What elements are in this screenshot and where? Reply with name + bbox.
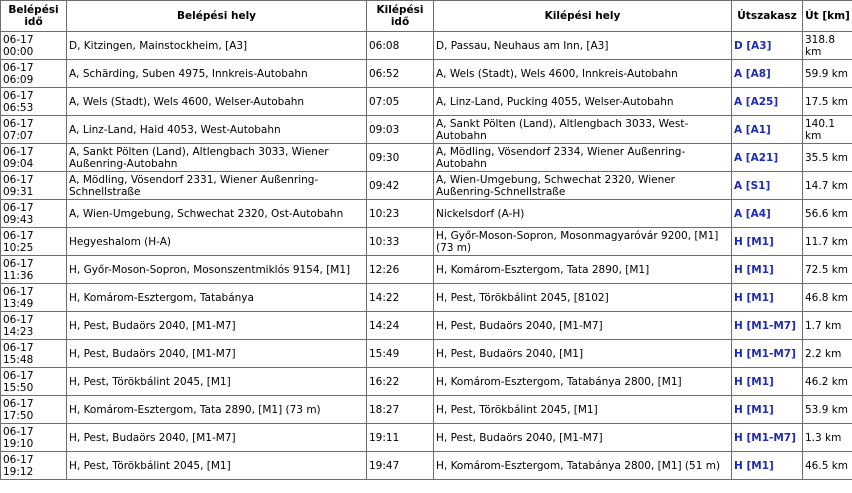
segment-cell: A [A4] — [732, 200, 803, 228]
header-entry-time: Belépési idő — [1, 1, 67, 32]
exit-time-cell: 15:49 — [367, 340, 434, 368]
distance-cell: 46.8 km — [803, 284, 852, 312]
exit-place-cell: H, Pest, Törökbálint 2045, [M1] — [434, 396, 732, 424]
exit-place-cell: H, Komárom-Esztergom, Tata 2890, [M1] — [434, 256, 732, 284]
table-row — [1, 284, 852, 312]
segment-cell: H [M1] — [732, 452, 803, 480]
table-row — [1, 368, 852, 396]
header-distance: Út [km] — [803, 1, 852, 32]
entry-place-cell: H, Pest, Budaörs 2040, [M1-M7] — [67, 312, 367, 340]
distance-cell: 17.5 km — [803, 88, 852, 116]
exit-time-cell: 14:22 — [367, 284, 434, 312]
exit-place-cell: H, Pest, Budaörs 2040, [M1] — [434, 340, 732, 368]
entry-place-cell: H, Pest, Budaörs 2040, [M1-M7] — [67, 340, 367, 368]
entry-time-cell: 06-17 06:09 — [1, 60, 67, 88]
entry-place-cell: H, Pest, Törökbálint 2045, [M1] — [67, 368, 367, 396]
exit-time-cell: 09:42 — [367, 172, 434, 200]
entry-time-cell: 06-17 19:12 — [1, 452, 67, 480]
distance-cell: 318.8 km — [803, 32, 852, 60]
segment-cell: H [M1] — [732, 256, 803, 284]
exit-place-cell: A, Wien-Umgebung, Schwechat 2320, Wiener Außenring-Schnellstraße — [434, 172, 732, 200]
exit-place-cell: H, Pest, Törökbálint 2045, [8102] — [434, 284, 732, 312]
entry-time-cell: 06-17 17:50 — [1, 396, 67, 424]
exit-place-cell: H, Pest, Budaörs 2040, [M1-M7] — [434, 312, 732, 340]
distance-cell: 1.3 km — [803, 424, 852, 452]
distance-cell: 35.5 km — [803, 144, 852, 172]
exit-time-cell: 06:08 — [367, 32, 434, 60]
entry-time-cell: 06-17 19:10 — [1, 424, 67, 452]
distance-cell: 46.2 km — [803, 368, 852, 396]
table-row — [1, 88, 852, 116]
segment-cell: H [M1-M7] — [732, 312, 803, 340]
distance-cell: 1.7 km — [803, 312, 852, 340]
segment-cell: H [M1] — [732, 396, 803, 424]
exit-time-cell: 06:52 — [367, 60, 434, 88]
entry-place-cell: H, Győr-Moson-Sopron, Mosonszentmiklós 9154, [M1] — [67, 256, 367, 284]
exit-place-cell: A, Wels (Stadt), Wels 4600, Innkreis-Autobahn — [434, 60, 732, 88]
exit-time-cell: 16:22 — [367, 368, 434, 396]
table-row — [1, 32, 852, 60]
distance-cell: 2.2 km — [803, 340, 852, 368]
segment-cell: H [M1] — [732, 228, 803, 256]
entry-time-cell: 06-17 09:31 — [1, 172, 67, 200]
table-row — [1, 340, 852, 368]
distance-cell: 14.7 km — [803, 172, 852, 200]
entry-time-cell: 06-17 09:04 — [1, 144, 67, 172]
exit-place-cell: A, Linz-Land, Pucking 4055, Welser-Autobahn — [434, 88, 732, 116]
table-row — [1, 172, 852, 200]
entry-place-cell: A, Wels (Stadt), Wels 4600, Welser-Autobahn — [67, 88, 367, 116]
exit-place-cell: A, Sankt Pölten (Land), Altlengbach 3033, West-Autobahn — [434, 116, 732, 144]
exit-place-cell: H, Komárom-Esztergom, Tatabánya 2800, [M1] (51 m) — [434, 452, 732, 480]
segment-cell: A [S1] — [732, 172, 803, 200]
entry-place-cell: H, Komárom-Esztergom, Tata 2890, [M1] (73 m) — [67, 396, 367, 424]
exit-time-cell: 09:03 — [367, 116, 434, 144]
table-header-row — [1, 1, 852, 32]
exit-time-cell: 12:26 — [367, 256, 434, 284]
entry-place-cell: A, Sankt Pölten (Land), Altlengbach 3033, Wiener Außenring-Autobahn — [67, 144, 367, 172]
table-row — [1, 424, 852, 452]
segment-cell: H [M1] — [732, 368, 803, 396]
segment-cell: H [M1-M7] — [732, 424, 803, 452]
entry-place-cell: A, Mödling, Vösendorf 2331, Wiener Außenring-Schnellstraße — [67, 172, 367, 200]
distance-cell: 11.7 km — [803, 228, 852, 256]
exit-time-cell: 14:24 — [367, 312, 434, 340]
distance-cell: 53.9 km — [803, 396, 852, 424]
header-exit-time: Kilépési idő — [367, 1, 434, 32]
entry-place-cell: A, Schärding, Suben 4975, Innkreis-Autobahn — [67, 60, 367, 88]
exit-time-cell: 18:27 — [367, 396, 434, 424]
table-row — [1, 228, 852, 256]
exit-time-cell: 10:33 — [367, 228, 434, 256]
table-row — [1, 396, 852, 424]
exit-time-cell: 10:23 — [367, 200, 434, 228]
distance-cell: 59.9 km — [803, 60, 852, 88]
entry-place-cell: A, Linz-Land, Haid 4053, West-Autobahn — [67, 116, 367, 144]
table-row — [1, 116, 852, 144]
exit-place-cell: Nickelsdorf (A-H) — [434, 200, 732, 228]
entry-place-cell: H, Pest, Budaörs 2040, [M1-M7] — [67, 424, 367, 452]
segment-cell: A [A8] — [732, 60, 803, 88]
entry-time-cell: 06-17 00:00 — [1, 32, 67, 60]
distance-cell: 140.1 km — [803, 116, 852, 144]
entry-place-cell: H, Pest, Törökbálint 2045, [M1] — [67, 452, 367, 480]
exit-time-cell: 07:05 — [367, 88, 434, 116]
table-row — [1, 200, 852, 228]
entry-place-cell: H, Komárom-Esztergom, Tatabánya — [67, 284, 367, 312]
segment-cell: D [A3] — [732, 32, 803, 60]
distance-cell: 56.6 km — [803, 200, 852, 228]
entry-time-cell: 06-17 15:50 — [1, 368, 67, 396]
segment-cell: A [A25] — [732, 88, 803, 116]
segment-cell: H [M1-M7] — [732, 340, 803, 368]
entry-time-cell: 06-17 11:36 — [1, 256, 67, 284]
entry-time-cell: 06-17 09:43 — [1, 200, 67, 228]
exit-place-cell: H, Pest, Budaörs 2040, [M1-M7] — [434, 424, 732, 452]
table-row — [1, 256, 852, 284]
entry-time-cell: 06-17 07:07 — [1, 116, 67, 144]
table-row — [1, 452, 852, 480]
header-exit-place: Kilépési hely — [434, 1, 732, 32]
exit-place-cell: D, Passau, Neuhaus am Inn, [A3] — [434, 32, 732, 60]
entry-time-cell: 06-17 10:25 — [1, 228, 67, 256]
exit-place-cell: A, Mödling, Vösendorf 2334, Wiener Außenring-Autobahn — [434, 144, 732, 172]
exit-time-cell: 19:47 — [367, 452, 434, 480]
entry-time-cell: 06-17 06:53 — [1, 88, 67, 116]
entry-place-cell: A, Wien-Umgebung, Schwechat 2320, Ost-Autobahn — [67, 200, 367, 228]
table-row — [1, 144, 852, 172]
header-entry-place: Belépési hely — [67, 1, 367, 32]
segment-cell: A [A21] — [732, 144, 803, 172]
entry-time-cell: 06-17 13:49 — [1, 284, 67, 312]
exit-place-cell: H, Győr-Moson-Sopron, Mosonmagyaróvár 9200, [M1] (73 m) — [434, 228, 732, 256]
table-row — [1, 312, 852, 340]
exit-time-cell: 19:11 — [367, 424, 434, 452]
table-row — [1, 60, 852, 88]
segment-cell: A [A1] — [732, 116, 803, 144]
header-segment: Útszakasz — [732, 1, 803, 32]
exit-place-cell: H, Komárom-Esztergom, Tatabánya 2800, [M1] — [434, 368, 732, 396]
segment-cell: H [M1] — [732, 284, 803, 312]
entry-time-cell: 06-17 14:23 — [1, 312, 67, 340]
distance-cell: 72.5 km — [803, 256, 852, 284]
distance-cell: 46.5 km — [803, 452, 852, 480]
entry-place-cell: D, Kitzingen, Mainstockheim, [A3] — [67, 32, 367, 60]
entry-time-cell: 06-17 15:48 — [1, 340, 67, 368]
exit-time-cell: 09:30 — [367, 144, 434, 172]
entry-place-cell: Hegyeshalom (H-A) — [67, 228, 367, 256]
